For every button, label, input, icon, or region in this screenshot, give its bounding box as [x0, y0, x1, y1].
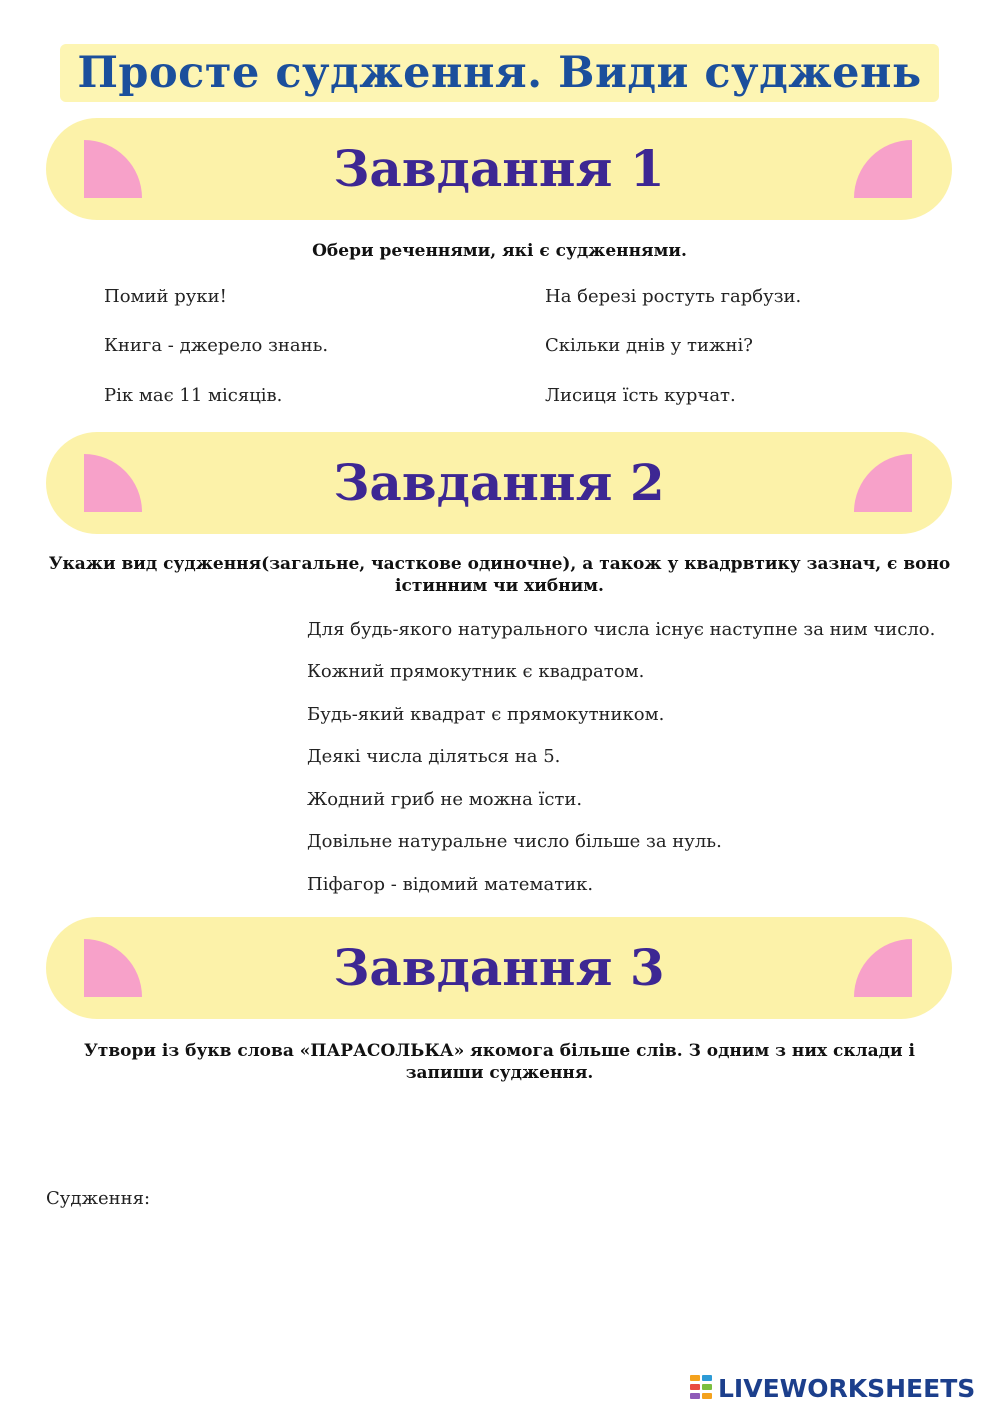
task2-instruction-line2: істинним чи хибним. [395, 576, 604, 596]
task1-instruction: Обери реченнями, які є судженнями. [312, 241, 687, 261]
page-title: Просте судження. Види суджень [77, 48, 922, 98]
task2-statement: Для будь-якого натурального числа існує наступне за ним число. [307, 619, 936, 640]
task2-statement: Будь-який квадрат є прямокутником. [307, 704, 665, 725]
logo-text: LIVEWORKSHEETS [718, 1373, 976, 1403]
task1-banner [46, 118, 952, 220]
task1-option[interactable]: Лисиця їсть курчат. [545, 385, 736, 406]
task1-option[interactable]: На березі ростуть гарбузи. [545, 286, 802, 307]
task2-statement: Піфагор - відомий математик. [307, 874, 594, 895]
task3-instruction [40, 1040, 959, 1084]
task1-option[interactable]: Помий руки! [104, 286, 227, 307]
task2-heading: Завдання 2 [333, 453, 665, 512]
task1-option[interactable]: Рік має 11 місяців. [104, 385, 283, 406]
task2-instruction [40, 553, 959, 597]
task3-instruction-line1: Утвори із букв слова «ПАРАСОЛЬКА» якомога більше слів. З одним з них склади і [84, 1041, 915, 1061]
task2-statement: Жодний гриб не можна їсти. [307, 789, 583, 810]
task1-heading: Завдання 1 [333, 139, 665, 198]
task1-option[interactable]: Книга - джерело знань. [104, 335, 329, 356]
task2-statement: Кожний прямокутник є квадратом. [307, 661, 645, 682]
task3-heading: Завдання 3 [333, 938, 665, 997]
task3-banner [46, 917, 952, 1019]
liveworksheets-logo [690, 1372, 975, 1404]
liveworksheets-logo-icon [690, 1375, 714, 1401]
task2-statement: Довільне натуральне число більше за нуль. [307, 831, 722, 852]
answer-label: Судження: [46, 1188, 151, 1209]
task3-instruction-line2: запиши судження. [405, 1063, 594, 1083]
task1-option[interactable]: Скільки днів у тижні? [545, 335, 753, 356]
task2-statement: Деякі числа діляться на 5. [307, 746, 561, 767]
task2-instruction-line1: Укажи вид судження(загальне, часткове одиночне), а також у квадрвтику зазнач, є воно [48, 554, 951, 574]
task2-banner [46, 432, 952, 534]
